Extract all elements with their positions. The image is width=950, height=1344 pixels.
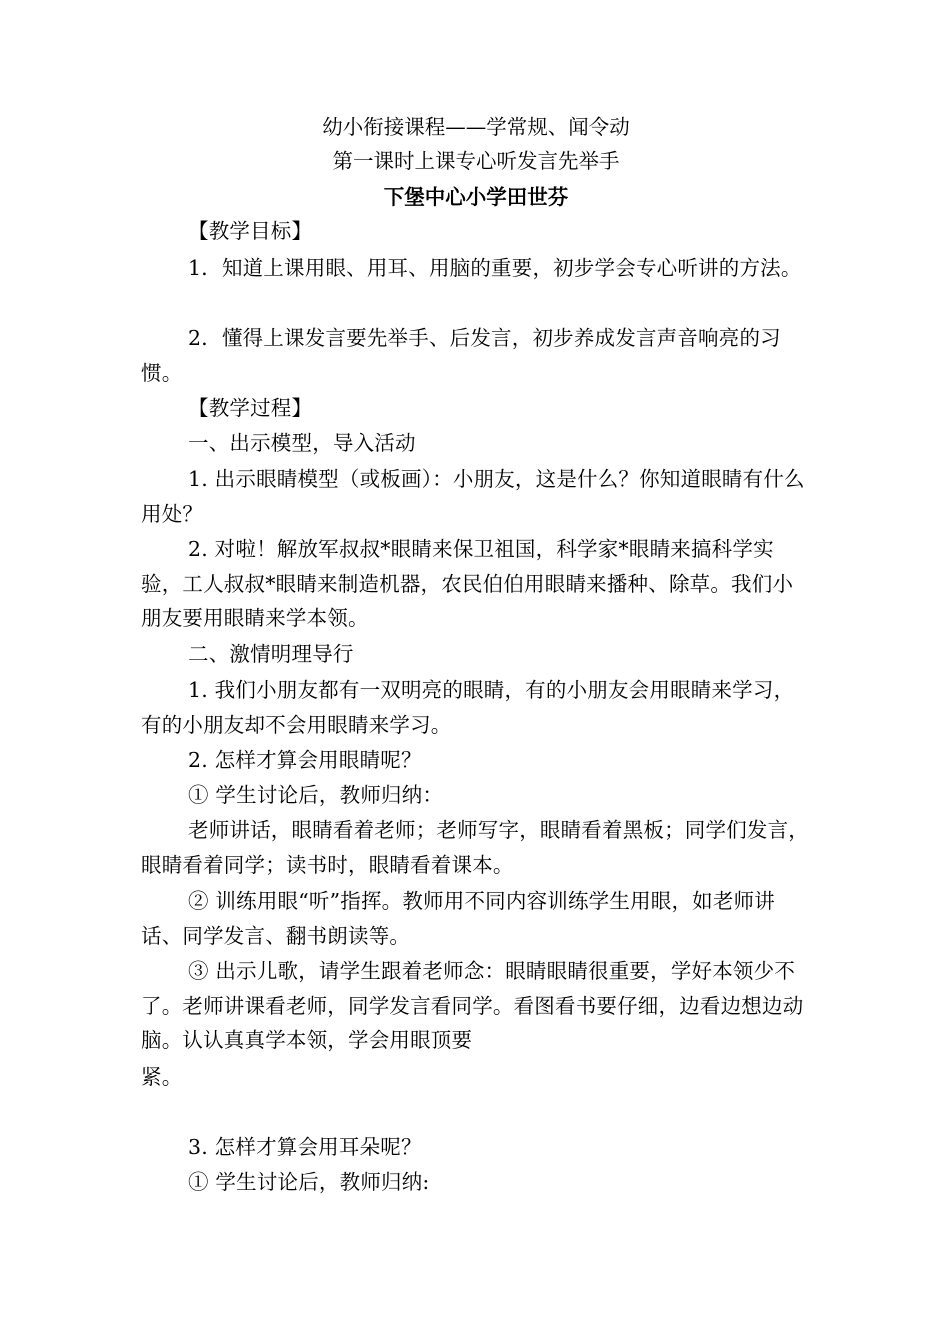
section1-heading: 一、出示模型，导入活动 (188, 431, 416, 455)
objective-item-1: 1．知道上课用眼、用耳、用脑的重要，初步学会专心听讲的方法。 (188, 256, 802, 280)
objective-item-2: 2．懂得上课发言要先举手、后发言，初步养成发言声音响亮的习惯。 (141, 326, 781, 385)
section2-item-3: ① 学生讨论后，教师归纳： (188, 783, 444, 807)
process-heading: 【教学过程】 (188, 396, 313, 420)
section2-item-8: 3. 怎样才算会用耳朵呢？ (188, 1135, 422, 1159)
section1-item-2: 2. 对啦！解放军叔叔*眼睛来保卫祖国，科学家*眼睛来搞科学实验，工人叔叔*眼睛来制造机器，农民伯伯用眼睛来播种、除草。我们小朋友要用眼睛来学本领。 (141, 537, 794, 630)
section2-item-6: ③ 出示儿歌，请学生跟着老师念：眼睛眼睛很重要，学好本领少不了。老师讲课看老师，同学发言看同学。看图看书要仔细，边看边想边动脑。认认真真学本领，学会用眼顶要 (141, 959, 804, 1052)
section2-item-4: 老师讲话，眼睛看着老师；老师写字，眼睛看着黑板；同学们发言，眼睛看着同学；读书时，眼睛看着课本。 (141, 818, 809, 877)
document-subtitle: 第一课时上课专心听发言先举手 (332, 149, 620, 173)
section2-item-2: 2. 怎样才算会用眼睛呢？ (188, 748, 422, 772)
section2-item-1: 1. 我们小朋友都有一双明亮的眼睛，有的小朋友会用眼睛来学习，有的小朋友却不会用眼睛来学习。 (141, 678, 795, 737)
section2-item-7: 紧。 (141, 1065, 183, 1089)
section2-item-9: ① 学生讨论后，教师归纳: (188, 1170, 430, 1194)
section1-item-1: 1. 出示眼睛模型（或板画）：小朋友，这是什么？你知道眼睛有什么用处？ (141, 467, 805, 526)
section2-heading: 二、激情明理导行 (188, 642, 354, 666)
objectives-heading: 【教学目标】 (188, 219, 313, 243)
section2-item-5: ② 训练用眼“听”指挥。教师用不同内容训练学生用眼，如老师讲话、同学发言、翻书朗读等。 (141, 889, 775, 948)
document-author: 下堡中心小学田世芬 (383, 185, 569, 209)
document-title: 幼小衔接课程——学常规、闻令动 (322, 115, 630, 139)
